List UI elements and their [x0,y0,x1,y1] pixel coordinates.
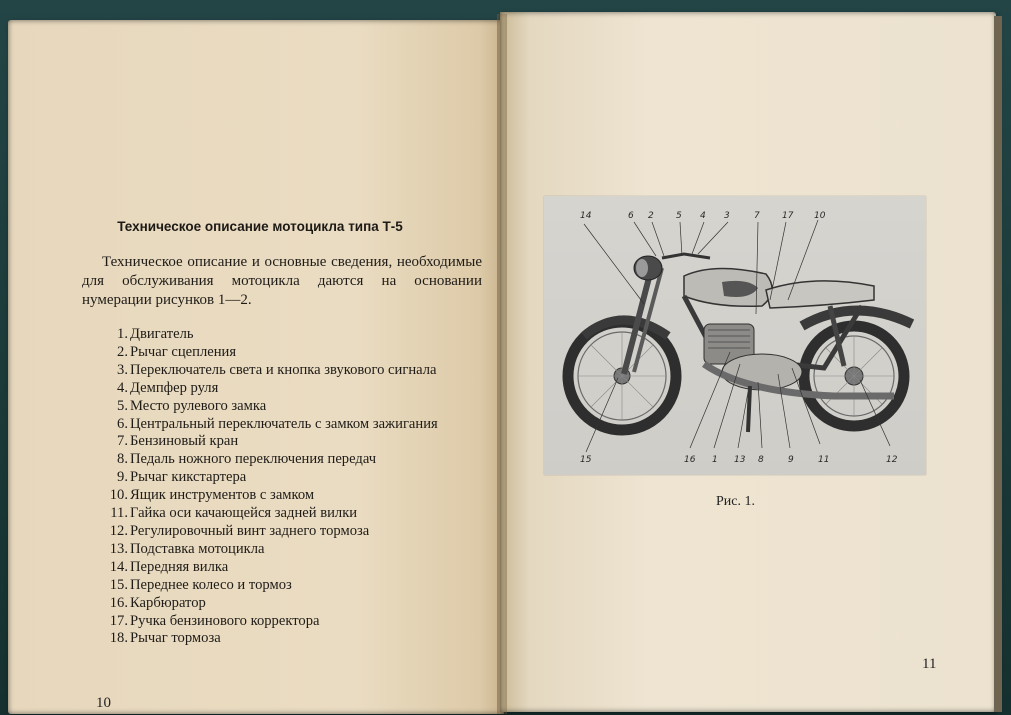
list-item-number: 15. [109,576,128,593]
list-item [104,326,504,344]
page-title: Техническое описание мотоцикла типа Т-5 [117,219,403,234]
callout-label: 5 [676,211,682,221]
left-page [8,20,504,714]
list-item-number: 11. [110,505,128,522]
callout-label: 11 [818,455,830,465]
callouts-bottom [580,455,898,465]
list-item [104,380,504,398]
list-item [104,416,504,434]
callout-label: 15 [580,455,592,465]
list-item-text: Рычаг тормоза [130,630,221,647]
motorcycle-image [568,254,912,432]
list-item-text: Рычаг кикстартера [130,469,247,486]
list-item [104,559,504,577]
list-item [104,433,504,451]
callout-label: 8 [758,455,764,465]
list-item [104,505,504,523]
callout-label: 4 [700,211,706,221]
list-item [104,487,504,505]
list-item-text: Демпфер руля [130,379,219,396]
list-item [104,630,504,648]
callout-label: 10 [814,211,826,221]
list-item-number: 2. [117,343,128,360]
list-item-text: Переключатель света и кнопка звукового сигнала [130,361,437,378]
callouts-top [580,211,826,221]
list-item-text: Регулировочный винт заднего тормоза [130,522,370,539]
list-item-text: Двигатель [130,326,194,342]
list-item [104,577,504,595]
page-number-right: 11 [922,656,937,672]
list-item-number: 18. [109,630,128,647]
callout-label: 1 [712,455,718,465]
list-item-number: 14. [109,558,128,575]
motorcycle-illustration [544,196,926,475]
list-item [104,595,504,613]
list-item-text: Ящик инструментов с замком [130,487,315,504]
list-item [104,541,504,559]
callout-label: 14 [580,211,592,221]
list-item-number: 4. [117,379,128,396]
list-item-number: 12. [109,522,128,539]
list-item-number: 13. [109,540,128,557]
list-item [104,344,504,362]
list-item-text: Подставка мотоцикла [130,540,265,557]
intro-paragraph: Техническое описание и основные сведения, необходимые для обслуживания мотоцикла даются на основании нумерации рисунков 1—2. [82,254,482,308]
callout-label: 16 [684,455,696,465]
list-item-text: Переднее колесо и тормоз [130,576,292,593]
list-item-text: Передняя вилка [130,558,229,575]
list-item-number: 1. [117,326,128,342]
callout-label: 2 [648,211,654,221]
list-item-number: 3. [117,361,128,378]
book-gutter [497,14,507,714]
callout-label: 3 [724,211,730,221]
callout-label: 13 [734,455,746,465]
callout-label: 12 [886,455,898,465]
list-item [104,469,504,487]
callout-label: 17 [782,211,794,221]
list-item [104,613,504,631]
list-item-number: 6. [117,415,128,432]
callout-label: 6 [628,211,634,221]
list-item-text: Рычаг сцепления [130,343,237,360]
list-item-text: Бензиновый кран [130,433,239,450]
list-item-text: Центральный переключатель с замком зажигания [130,415,438,432]
list-item [104,451,504,469]
list-item-text: Ручка бензинового корректора [130,612,320,629]
list-item-number: 9. [117,469,128,486]
callout-label: 7 [754,211,760,221]
page-edge [994,16,1002,712]
motorcycle-figure [544,196,926,475]
list-item-number: 10. [109,487,128,504]
page-number-left: 10 [96,695,111,711]
figure-caption: Рис. 1. [716,494,755,509]
list-item [104,523,504,541]
list-item-text: Педаль ножного переключения передач [130,451,377,468]
list-item [104,362,504,380]
list-item-text: Карбюратор [130,594,206,611]
callout-label: 9 [788,455,794,465]
list-item-text: Гайка оси качающейся задней вилки [130,505,358,522]
parts-list [104,326,504,648]
list-item-number: 5. [117,397,128,414]
list-item-number: 16. [109,594,128,611]
list-item-number: 17. [109,612,128,629]
list-item-number: 8. [117,451,128,468]
list-item-number: 7. [117,433,128,450]
list-item-text: Место рулевого замка [130,397,267,414]
list-item [104,398,504,416]
